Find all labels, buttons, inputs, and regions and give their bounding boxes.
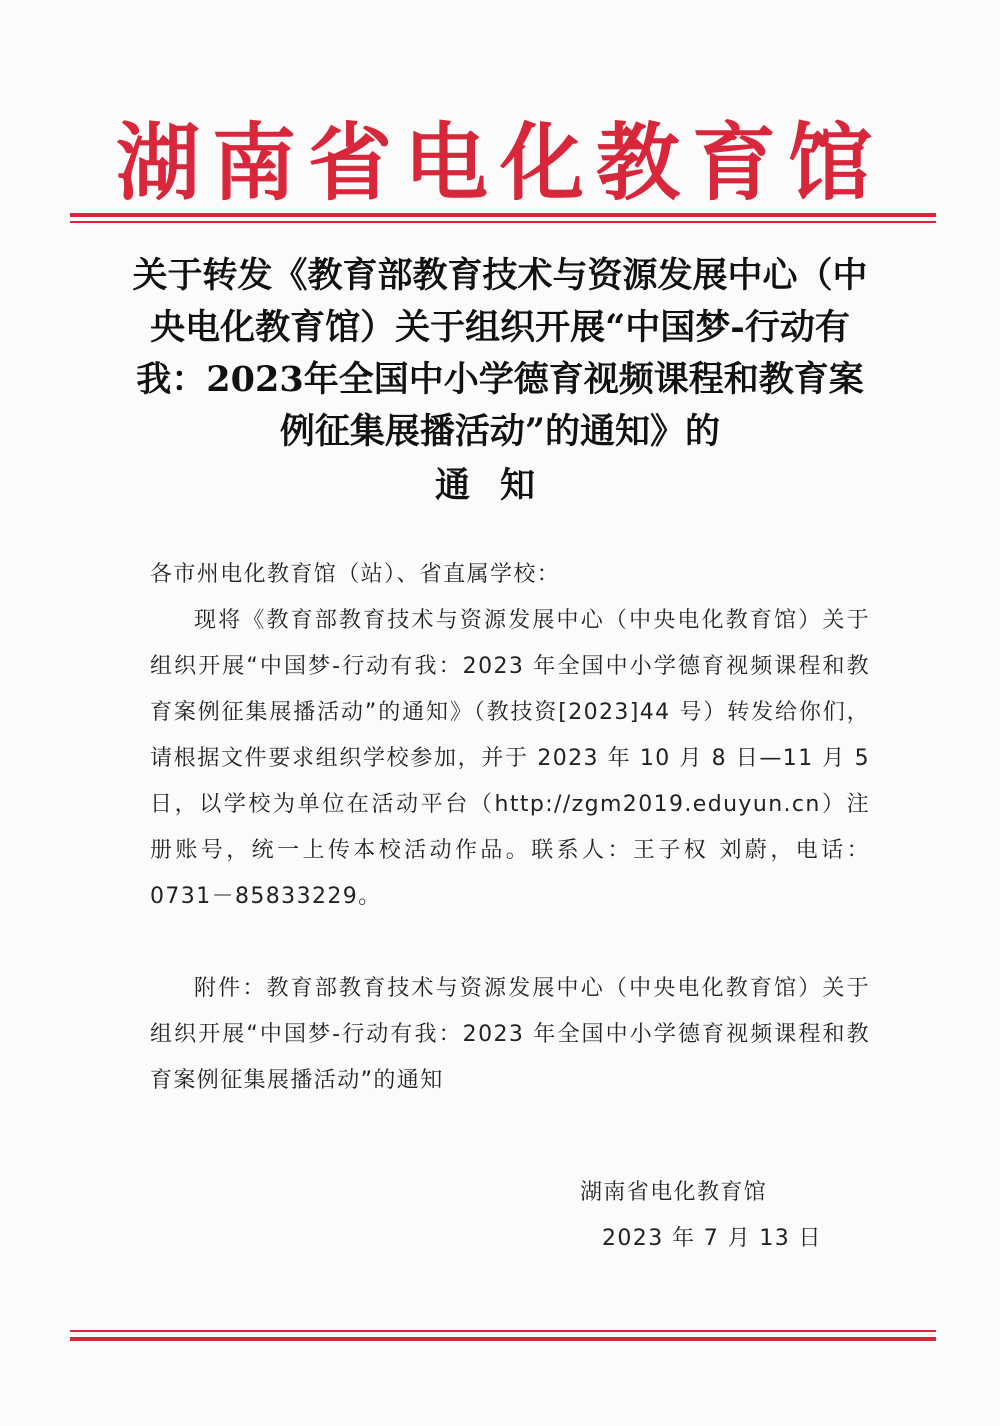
- signature-org: 湖南省电化教育馆: [580, 1180, 768, 1205]
- title-tail: 通知: [434, 465, 565, 506]
- footer-rule-bottom: [70, 1337, 936, 1341]
- salutation: 各市州电化教育馆（站）、省直属学校：: [150, 562, 561, 587]
- signature-block: [580, 1170, 880, 1262]
- document-body: [150, 552, 870, 1104]
- letterhead-title: 湖南省电化教育馆: [115, 113, 884, 212]
- letterhead-rule-bottom: [70, 221, 936, 223]
- letterhead-rule-top: [70, 213, 936, 217]
- document-title: [120, 250, 880, 512]
- footer-rule-top: [70, 1330, 936, 1332]
- attachment-note: 附件：教育部教育技术与资源发展中心（中央电化教育馆）关于组织开展“中国梦-行动有我：2023 年全国中小学德育视频课程和教育案例征集展播活动”的通知: [150, 976, 870, 1093]
- body-paragraph: 现将《教育部教育技术与资源发展中心（中央电化教育馆）关于组织开展“中国梦-行动有我：2023 年全国中小学德育视频课程和教育案例征集展播活动”的通知》（教技资[2023]44 号）转发给你们，请根据文件要求组织学校参加，并于 2023 年 10 月 8 日—11 月 5 日，以学校为单位在活动平台（http://zgm2019.eduyun.cn）注册账号，统一上传本校活动作品。联系人：王子权 刘蔚，电话：0731－85833229。: [150, 608, 870, 909]
- signature-date: 2023 年 7 月 13 日: [602, 1226, 822, 1251]
- title-main: 关于转发《教育部教育技术与资源发展中心（中央电化教育馆）关于组织开展“中国梦-行动有我：2023年全国中小学德育视频课程和教育案例征集展播活动”的通知》的: [132, 255, 868, 452]
